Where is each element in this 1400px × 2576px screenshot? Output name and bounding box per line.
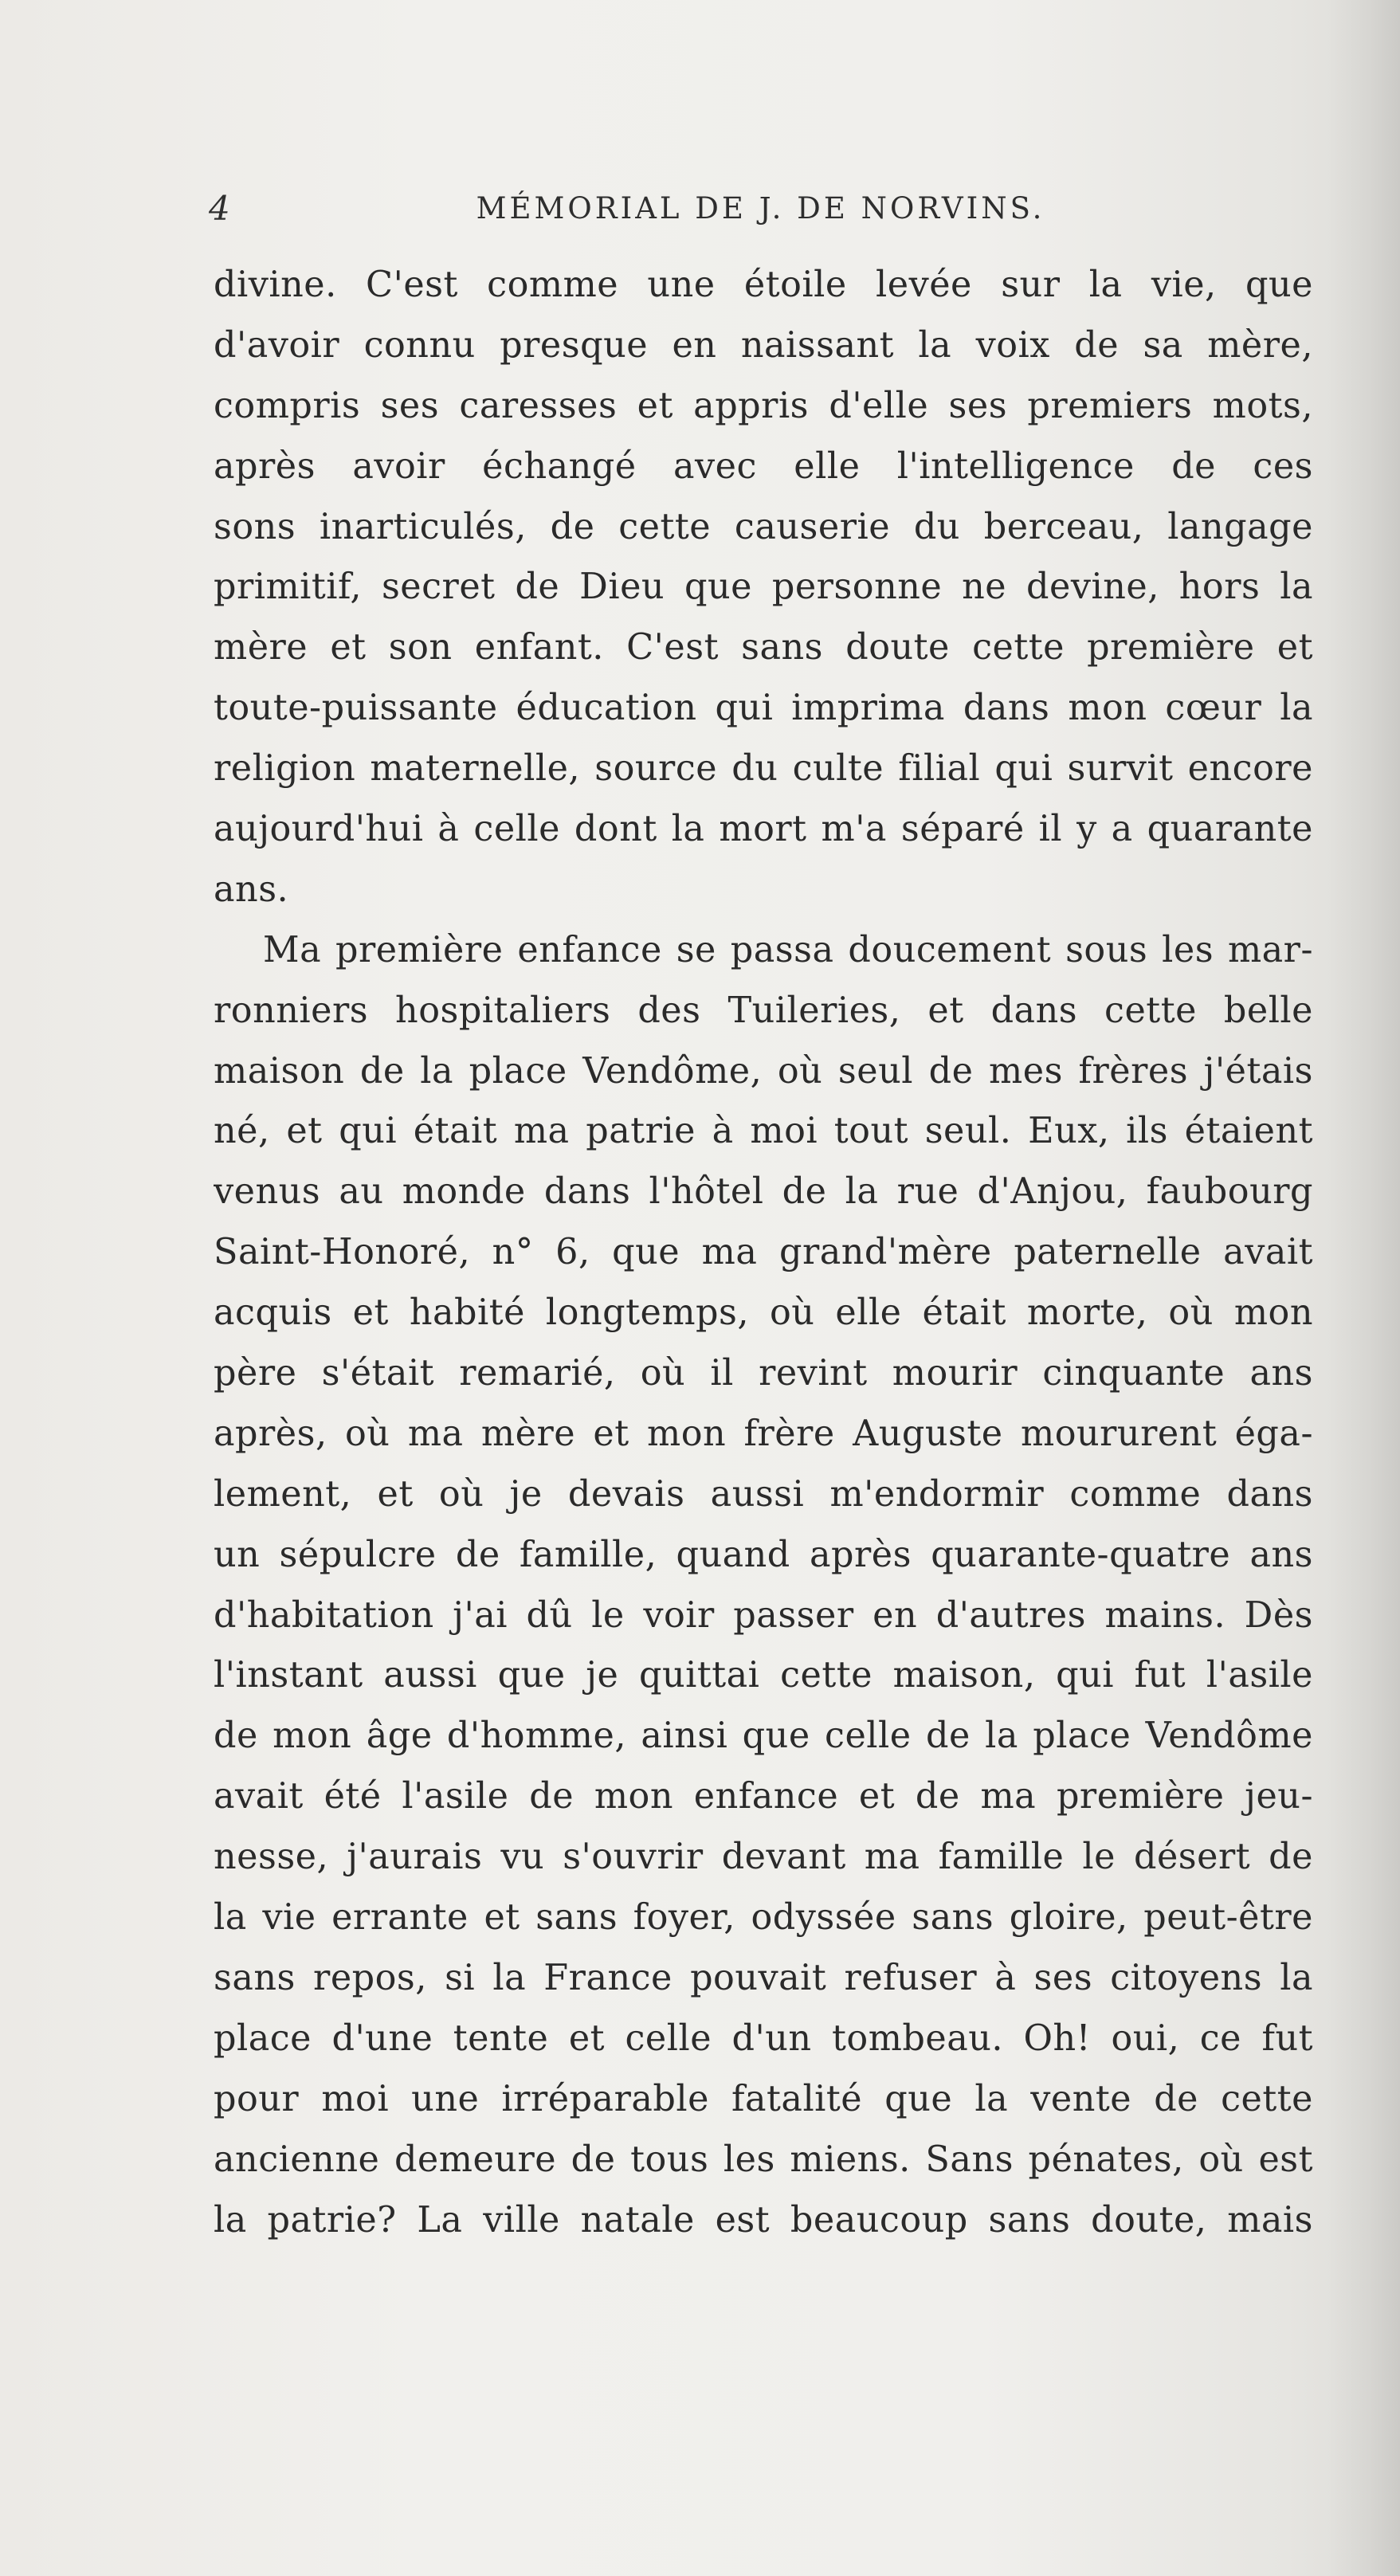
text-line: compris ses caresses et appris d'elle ses premiers mots, <box>214 385 1313 426</box>
text-line: toute-puissante éducation qui imprima dans mon cœur la <box>214 688 1313 729</box>
text-line: divine. C'est comme une étoile levée sur la vie, que <box>214 265 1313 305</box>
running-title: MÉMORIAL DE J. DE NORVINS. <box>476 191 1045 225</box>
text-line: pour moi une irréparable fatalité que la vente de cette <box>214 2078 1313 2119</box>
text-line: la patrie? La ville natale est beaucoup sans doute, mais <box>214 2199 1313 2241</box>
paragraph <box>214 255 1313 920</box>
text-line: la vie errante et sans foyer, odyssée sans gloire, peut-être <box>214 1897 1313 1939</box>
text-line: ancienne demeure de tous les miens. Sans pénates, où est <box>214 2139 1313 2180</box>
text-line: venus au monde dans l'hôtel de la rue d'Anjou, faubourg <box>214 1171 1313 1213</box>
text-line: après avoir échangé avec elle l'intelligence de ces <box>214 445 1313 487</box>
text-line: primitif, secret de Dieu que personne ne devine, hors la <box>214 567 1313 608</box>
text-line: d'habitation j'ai dû le voir passer en d'autres mains. Dès <box>214 1594 1313 1636</box>
text-line: mère et son enfant. C'est sans doute cette première et <box>214 627 1313 669</box>
text-line: ans. <box>214 868 289 910</box>
text-line: d'avoir connu presque en naissant la voix de sa mère, <box>214 324 1313 366</box>
text-line: religion maternelle, source du culte filial qui survit encore <box>214 748 1313 790</box>
text-line: avait été l'asile de mon enfance et de ma première jeu- <box>214 1776 1313 1817</box>
text-line: ronniers hospitaliers des Tuileries, et dans cette belle <box>214 990 1313 1031</box>
text-line: de mon âge d'homme, ainsi que celle de la place Vendôme <box>214 1715 1313 1757</box>
text-line: Saint-Honoré, n° 6, que ma grand'mère paternelle avait <box>214 1232 1313 1273</box>
text-line: après, où ma mère et mon frère Auguste moururent éga- <box>214 1413 1313 1454</box>
text-line: maison de la place Vendôme, où seul de mes frères j'étais <box>214 1050 1313 1092</box>
body-text <box>214 255 1313 2250</box>
text-line: aujourd'hui à celle dont la mort m'a séparé il y a quarante <box>214 809 1313 850</box>
text-line: sans repos, si la France pouvait refuser à ses citoyens la <box>214 1957 1313 1998</box>
text-line: nesse, j'aurais vu s'ouvrir devant ma famille le désert de <box>214 1837 1313 1878</box>
text-line: l'instant aussi que je quittai cette maison, qui fut l'asile <box>214 1655 1313 1696</box>
page-number: 4 <box>209 189 230 228</box>
text-line: Ma première enfance se passa doucement sous les mar- <box>263 929 1313 970</box>
text-line: sons inarticulés, de cette causerie du berceau, langage <box>214 506 1313 547</box>
text-line: né, et qui était ma patrie à moi tout seul. Eux, ils étaient <box>214 1111 1313 1152</box>
paragraph <box>214 920 1313 2251</box>
page-edge-shadow <box>1328 0 1400 2576</box>
text-line: acquis et habité longtemps, où elle était morte, où mon <box>214 1292 1313 1334</box>
text-line: père s'était remarié, où il revint mourir cinquante ans <box>214 1353 1313 1394</box>
text-line: un sépulcre de famille, quand après quarante-quatre ans <box>214 1534 1313 1575</box>
text-line: lement, et où je devais aussi m'endormir comme dans <box>214 1473 1313 1515</box>
running-head <box>209 185 1312 233</box>
text-line: place d'une tente et celle d'un tombeau. Oh! oui, ce fut <box>214 2017 1313 2059</box>
